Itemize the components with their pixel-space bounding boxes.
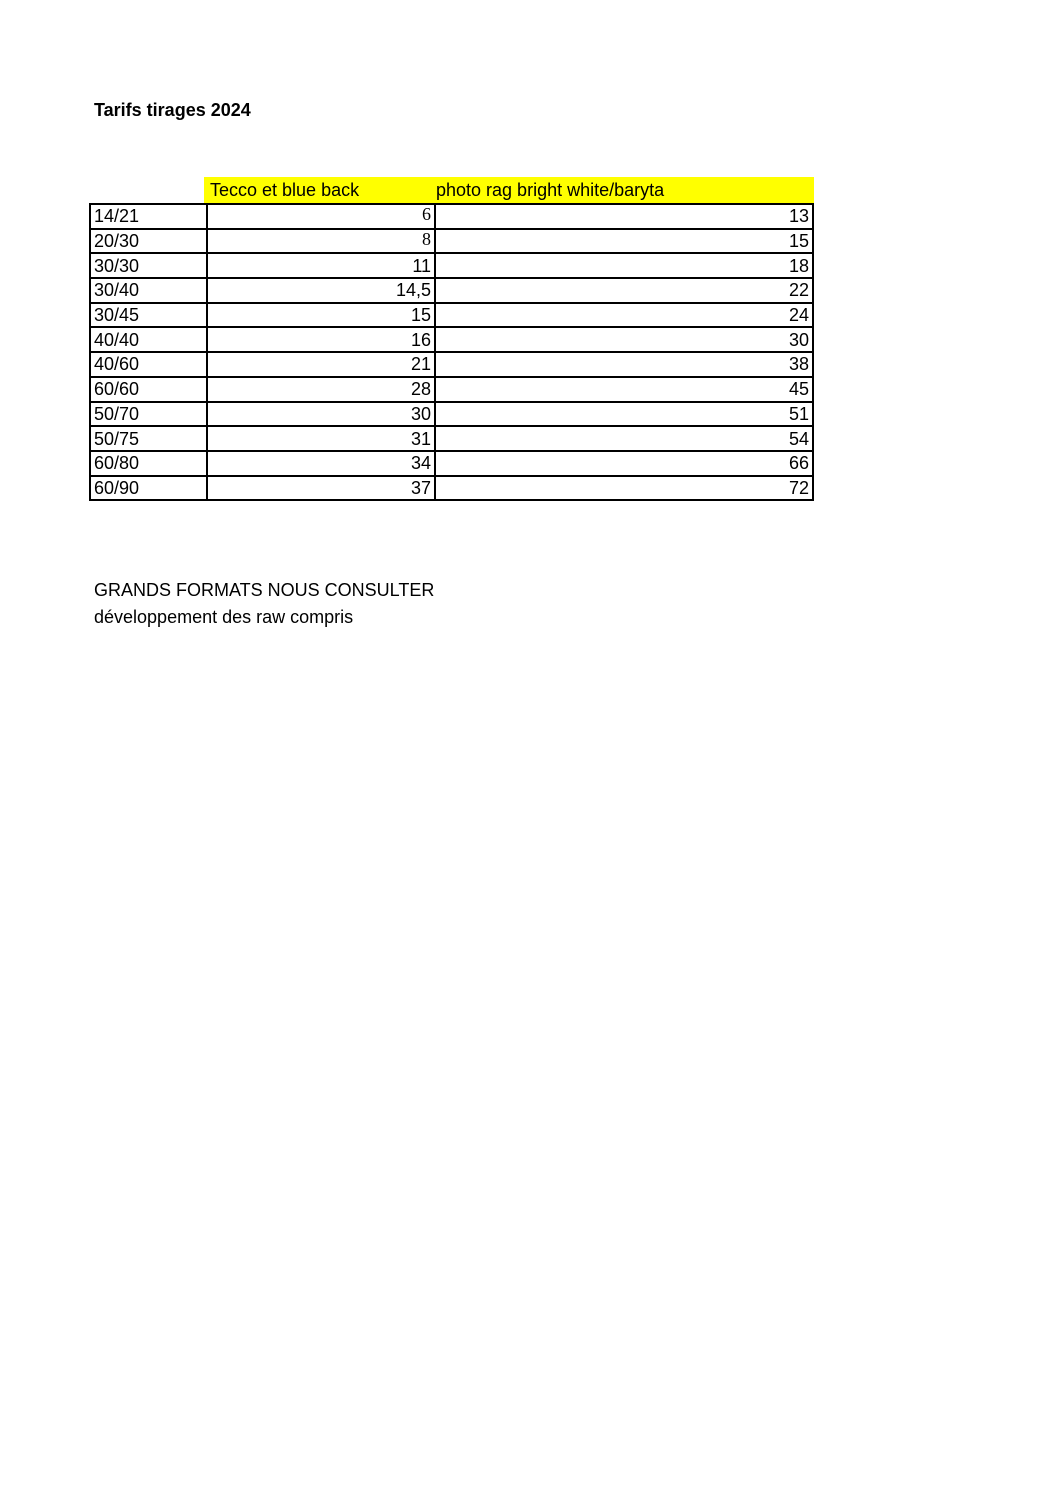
photo-rag-price-cell: 18 — [435, 253, 813, 278]
table-row — [90, 402, 813, 427]
tecco-price-cell: 28 — [207, 377, 435, 402]
tecco-price-cell: 34 — [207, 451, 435, 476]
photo-rag-price-cell: 72 — [435, 476, 813, 501]
size-cell: 30/45 — [90, 303, 207, 328]
photo-rag-price-cell: 38 — [435, 352, 813, 377]
photo-rag-price-cell: 30 — [435, 327, 813, 352]
price-table — [89, 177, 814, 501]
tecco-price-cell: 6 — [207, 204, 435, 229]
size-cell: 50/70 — [90, 402, 207, 427]
header-photo-rag: photo rag bright white/baryta — [436, 180, 665, 200]
table-row — [90, 377, 813, 402]
size-cell: 20/30 — [90, 229, 207, 254]
size-cell: 60/60 — [90, 377, 207, 402]
photo-rag-price-cell: 45 — [435, 377, 813, 402]
tecco-price-cell: 30 — [207, 402, 435, 427]
size-cell: 14/21 — [90, 204, 207, 229]
tecco-price-cell: 31 — [207, 426, 435, 451]
table-row — [90, 303, 813, 328]
header-tecco: Tecco et blue back — [210, 180, 360, 200]
photo-rag-price-cell: 15 — [435, 229, 813, 254]
size-cell: 30/30 — [90, 253, 207, 278]
price-grid — [89, 203, 814, 501]
tecco-price-cell: 14,5 — [207, 278, 435, 303]
size-cell: 60/90 — [90, 476, 207, 501]
size-cell: 30/40 — [90, 278, 207, 303]
size-cell: 40/60 — [90, 352, 207, 377]
photo-rag-price-cell: 22 — [435, 278, 813, 303]
size-cell: 40/40 — [90, 327, 207, 352]
table-row — [90, 204, 813, 229]
tecco-price-cell: 11 — [207, 253, 435, 278]
photo-rag-price-cell: 66 — [435, 451, 813, 476]
tecco-price-cell: 37 — [207, 476, 435, 501]
tecco-price-cell: 15 — [207, 303, 435, 328]
table-row — [90, 426, 813, 451]
tecco-price-cell: 16 — [207, 327, 435, 352]
table-row — [90, 229, 813, 254]
size-cell: 60/80 — [90, 451, 207, 476]
photo-rag-price-cell: 13 — [435, 204, 813, 229]
table-row — [90, 278, 813, 303]
large-formats-note: GRANDS FORMATS NOUS CONSULTER — [94, 580, 435, 600]
photo-rag-price-cell: 51 — [435, 402, 813, 427]
table-row — [90, 327, 813, 352]
table-row — [90, 451, 813, 476]
photo-rag-price-cell: 24 — [435, 303, 813, 328]
photo-rag-price-cell: 54 — [435, 426, 813, 451]
page-title: Tarifs tirages 2024 — [94, 100, 251, 120]
table-row — [90, 253, 813, 278]
size-cell: 50/75 — [90, 426, 207, 451]
raw-development-note: développement des raw compris — [94, 607, 354, 627]
table-header-row — [89, 177, 814, 203]
tecco-price-cell: 21 — [207, 352, 435, 377]
table-row — [90, 352, 813, 377]
table-row — [90, 476, 813, 501]
tecco-price-cell: 8 — [207, 229, 435, 254]
